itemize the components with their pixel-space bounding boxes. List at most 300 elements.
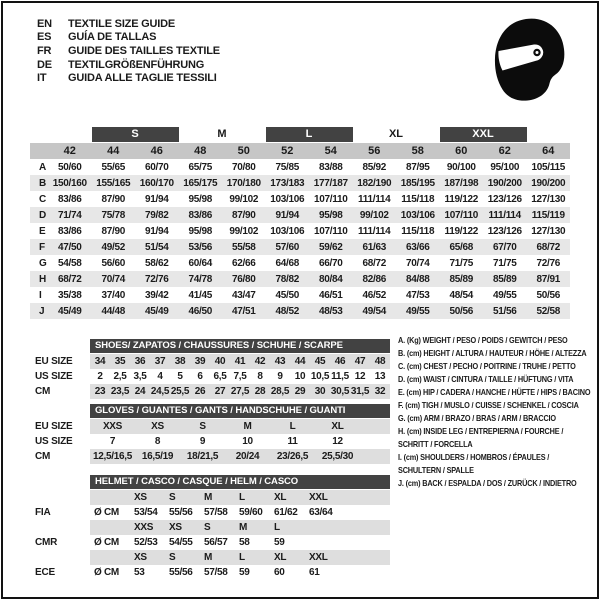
measurement-value: 59/62 bbox=[318, 241, 343, 253]
measurement-value: 46/50 bbox=[188, 305, 213, 317]
measurement-row-label: B bbox=[39, 177, 47, 189]
helmet-cell: 55/56 bbox=[169, 567, 193, 578]
measurement-value: 119/122 bbox=[444, 193, 478, 205]
shoes-cell: 6 bbox=[197, 371, 203, 382]
measurement-value: 49/54 bbox=[362, 305, 387, 317]
helmet-row-label: FIA bbox=[35, 507, 51, 518]
measurement-value: 79/82 bbox=[144, 209, 169, 221]
measurement-value: 45/50 bbox=[275, 289, 300, 301]
shoes-cell: 34 bbox=[94, 356, 106, 367]
measurement-value: 47/50 bbox=[57, 241, 82, 253]
helmet-cell: 59/60 bbox=[239, 507, 263, 518]
helmet-cell: 63/64 bbox=[309, 507, 333, 518]
measurement-value: 165/175 bbox=[183, 177, 218, 189]
measurement-value: 107/110 bbox=[444, 209, 478, 221]
measurement-legend bbox=[398, 334, 598, 490]
measurement-row-a bbox=[30, 159, 570, 175]
shoes-cell: 8 bbox=[257, 371, 263, 382]
measurement-value: 53/56 bbox=[188, 241, 213, 253]
numeric-size-row bbox=[30, 143, 570, 159]
helmet-cell: XS bbox=[134, 552, 147, 563]
measurement-value: 49/55 bbox=[405, 305, 430, 317]
measurement-value: 51/54 bbox=[144, 241, 169, 253]
measurement-value: 63/66 bbox=[405, 241, 430, 253]
size-group-s: S bbox=[92, 127, 179, 142]
gloves-cell: 12 bbox=[332, 436, 343, 447]
measurement-value: 47/51 bbox=[231, 305, 256, 317]
measurement-value: 68/72 bbox=[536, 241, 561, 253]
legend-item bbox=[398, 373, 598, 386]
measurement-value: 103/106 bbox=[270, 225, 305, 237]
shoes-cell: 2 bbox=[97, 371, 103, 382]
legend-line: F. (cm) TIGH / MUSLO / CUISSE / SCHENKEL / COSCIA bbox=[398, 400, 579, 410]
measurement-row-g bbox=[30, 255, 570, 271]
helmet-cell: 60 bbox=[274, 567, 285, 578]
shoes-cell: 11,5 bbox=[331, 371, 349, 382]
measurement-value: 90/100 bbox=[446, 161, 476, 173]
legend-item bbox=[398, 360, 598, 373]
helmet-row-label: ECE bbox=[35, 567, 55, 578]
measurement-row-d bbox=[30, 207, 570, 223]
measurement-value: 107/110 bbox=[314, 225, 348, 237]
measurement-value: 41/45 bbox=[188, 289, 213, 301]
gloves-cell: M bbox=[243, 421, 252, 432]
shoes-cell: 31,5 bbox=[350, 386, 370, 397]
measurement-value: 37/40 bbox=[101, 289, 126, 301]
measurement-value: 80/84 bbox=[318, 273, 343, 285]
measurement-value: 91/94 bbox=[275, 209, 300, 221]
gloves-cell: 8 bbox=[154, 436, 161, 447]
numeric-size: 58 bbox=[411, 145, 424, 157]
measurement-value: 83/86 bbox=[57, 193, 82, 205]
language-row bbox=[37, 31, 220, 45]
gloves-size-table bbox=[35, 404, 390, 464]
gloves-cell: 23/26,5 bbox=[276, 451, 309, 462]
shoes-cell: 41 bbox=[234, 356, 246, 367]
numeric-size: 46 bbox=[150, 145, 163, 157]
helmet-cell: 61/62 bbox=[274, 507, 298, 518]
numeric-size: 54 bbox=[324, 145, 337, 157]
measurement-value: 55/65 bbox=[101, 161, 126, 173]
legend-line: SCHRITT / FORCELLA bbox=[398, 439, 473, 449]
measurement-value: 60/70 bbox=[144, 161, 169, 173]
shoes-row bbox=[35, 369, 390, 384]
gloves-cell: 9 bbox=[199, 436, 206, 447]
helmet-row bbox=[35, 565, 390, 580]
measurement-row-i bbox=[30, 287, 570, 303]
gloves-cell: XS bbox=[151, 421, 164, 432]
shoes-cell: 36 bbox=[134, 356, 146, 367]
shoes-cell: 27 bbox=[214, 386, 226, 397]
measurement-value: 39/42 bbox=[144, 289, 169, 301]
measurement-value: 72/76 bbox=[144, 273, 169, 285]
language-code: ES bbox=[37, 31, 52, 44]
gloves-row bbox=[35, 449, 390, 464]
shoes-cell: 24,5 bbox=[150, 386, 170, 397]
measurement-value: 99/102 bbox=[229, 193, 259, 205]
measurement-value: 187/198 bbox=[444, 177, 479, 189]
shoes-cell: 45 bbox=[314, 356, 326, 367]
gloves-table-title: GLOVES / GUANTES / GANTS / HANDSCHUHE / GUANTI bbox=[90, 404, 390, 418]
measurement-value: 185/195 bbox=[400, 177, 435, 189]
measurement-value: 51/56 bbox=[492, 305, 517, 317]
measurement-value: 50/56 bbox=[536, 289, 561, 301]
helmet-cell: XL bbox=[274, 492, 287, 503]
language-row bbox=[37, 17, 220, 31]
helmet-row bbox=[90, 490, 390, 505]
shoes-cell: 44 bbox=[294, 356, 306, 367]
measurement-row-label: I bbox=[39, 289, 42, 301]
legend-item bbox=[398, 477, 598, 490]
language-list bbox=[37, 17, 220, 85]
measurement-value: 66/70 bbox=[318, 257, 343, 269]
helmet-cell: S bbox=[169, 492, 176, 503]
measurement-value: 105/115 bbox=[531, 161, 565, 173]
measurement-value: 61/63 bbox=[362, 241, 387, 253]
measurement-value: 91/94 bbox=[144, 225, 169, 237]
measurement-value: 70/74 bbox=[405, 257, 430, 269]
measurement-value: 78/82 bbox=[275, 273, 300, 285]
measurement-value: 87/90 bbox=[231, 209, 256, 221]
measurement-value: 177/187 bbox=[313, 177, 348, 189]
measurement-value: 71/74 bbox=[57, 209, 82, 221]
numeric-size: 60 bbox=[455, 145, 468, 157]
measurement-value: 49/55 bbox=[492, 289, 517, 301]
measurement-value: 45/49 bbox=[144, 305, 169, 317]
helmet-cell: XXL bbox=[309, 552, 328, 563]
numeric-size: 44 bbox=[107, 145, 120, 157]
measurement-value: 68/72 bbox=[57, 273, 82, 285]
size-group-xxl: XXL bbox=[440, 127, 527, 142]
measurement-value: 85/92 bbox=[362, 161, 387, 173]
language-guide-title: TEXTILE SIZE GUIDE bbox=[68, 17, 176, 30]
language-guide-title: TEXTILGRÖßENFÜHRUNG bbox=[68, 58, 205, 71]
legend-line: I. (cm) SHOULDERS / HOMBROS / ÉPAULES / bbox=[398, 452, 550, 462]
gloves-cell: 12,5/16,5 bbox=[92, 451, 132, 462]
helmet-row bbox=[90, 550, 390, 565]
legend-item bbox=[398, 399, 598, 412]
shoes-row-label: EU SIZE bbox=[35, 356, 73, 367]
measurement-value: 65/75 bbox=[188, 161, 213, 173]
measurement-row-label: C bbox=[39, 193, 47, 205]
measurement-value: 85/89 bbox=[492, 273, 517, 285]
legend-line: J. (cm) BACK / ESPALDA / DOS / ZURÜCK / INDIETRO bbox=[398, 478, 577, 488]
measurement-value: 123/126 bbox=[487, 193, 522, 205]
measurement-row-e bbox=[30, 223, 570, 239]
gloves-cell: XXS bbox=[102, 421, 123, 432]
shoes-cell: 32 bbox=[374, 386, 386, 397]
numeric-size: 62 bbox=[498, 145, 511, 157]
shoes-cell: 27,5 bbox=[230, 386, 250, 397]
gloves-cell: 7 bbox=[109, 436, 116, 447]
shoes-cell: 35 bbox=[114, 356, 126, 367]
helmet-cell: L bbox=[274, 522, 280, 533]
legend-line: SCHULTERN / SPALLE bbox=[398, 465, 474, 475]
measurement-value: 56/60 bbox=[101, 257, 126, 269]
helmet-cell: XS bbox=[134, 492, 147, 503]
measurement-value: 111/114 bbox=[358, 225, 391, 237]
measurement-value: 48/52 bbox=[275, 305, 300, 317]
measurement-value: 111/114 bbox=[488, 209, 521, 221]
helmet-row bbox=[90, 520, 390, 535]
legend-line: D. (cm) WAIST / CINTURA / TAILLE / HÜFTUNG / VITA bbox=[398, 374, 574, 384]
measurement-value: 115/119 bbox=[531, 209, 565, 221]
helmet-cell: 58 bbox=[239, 537, 250, 548]
language-guide-title: GUIDA ALLE TAGLIE TESSILI bbox=[68, 72, 217, 85]
helmet-cell: Ø CM bbox=[94, 537, 119, 548]
shoes-table-title: SHOES/ ZAPATOS / CHAUSSURES / SCHUHE / SCARPE bbox=[90, 339, 390, 353]
shoes-cell: 3,5 bbox=[133, 371, 147, 382]
legend-item bbox=[398, 451, 598, 477]
measurement-value: 50/56 bbox=[449, 305, 474, 317]
measurement-value: 87/95 bbox=[405, 161, 430, 173]
measurement-value: 115/118 bbox=[401, 193, 435, 205]
measurement-value: 57/60 bbox=[275, 241, 300, 253]
measurement-value: 52/58 bbox=[536, 305, 561, 317]
helmet-cell: Ø CM bbox=[94, 507, 119, 518]
size-group-xl: XL bbox=[388, 128, 404, 140]
measurement-value: 43/47 bbox=[231, 289, 256, 301]
gloves-row-label: US SIZE bbox=[35, 436, 73, 447]
measurement-row-b bbox=[30, 175, 570, 191]
measurement-value: 48/54 bbox=[449, 289, 474, 301]
helmet-row bbox=[35, 535, 390, 550]
gloves-cell: 11 bbox=[287, 436, 298, 447]
shoes-cell: 6,5 bbox=[213, 371, 227, 382]
shoes-cell: 23,5 bbox=[110, 386, 130, 397]
shoes-cell: 40 bbox=[214, 356, 226, 367]
gloves-cell: S bbox=[199, 421, 206, 432]
visor-pivot-outer bbox=[531, 46, 543, 58]
helmet-cell: M bbox=[204, 552, 213, 563]
numeric-size: 64 bbox=[542, 145, 555, 157]
helmet-cell: Ø CM bbox=[94, 567, 119, 578]
measurement-value: 103/106 bbox=[400, 209, 435, 221]
gloves-row bbox=[35, 419, 390, 434]
measurement-row-h bbox=[30, 271, 570, 287]
measurement-value: 83/88 bbox=[318, 161, 343, 173]
measurement-value: 68/72 bbox=[362, 257, 387, 269]
measurement-value: 83/86 bbox=[57, 225, 82, 237]
gloves-cell: 16,5/19 bbox=[141, 451, 174, 462]
shoes-cell: 43 bbox=[274, 356, 286, 367]
measurement-value: 95/98 bbox=[188, 193, 213, 205]
measurement-value: 127/130 bbox=[531, 225, 566, 237]
measurement-row-label: A bbox=[39, 161, 47, 173]
measurement-value: 85/89 bbox=[449, 273, 474, 285]
measurement-value: 44/48 bbox=[101, 305, 126, 317]
shoes-cell: 42 bbox=[254, 356, 266, 367]
measurement-value: 70/74 bbox=[101, 273, 126, 285]
measurement-value: 71/75 bbox=[449, 257, 474, 269]
measurement-value: 76/80 bbox=[231, 273, 256, 285]
shoes-cell: 30 bbox=[314, 386, 326, 397]
measurement-value: 83/86 bbox=[188, 209, 213, 221]
measurement-value: 95/98 bbox=[318, 209, 343, 221]
gloves-cell: XL bbox=[331, 421, 344, 432]
shoes-cell: 29 bbox=[294, 386, 306, 397]
measurement-value: 35/38 bbox=[57, 289, 82, 301]
legend-item bbox=[398, 334, 598, 347]
measurement-value: 45/49 bbox=[57, 305, 82, 317]
measurement-value: 60/64 bbox=[188, 257, 213, 269]
shoes-cell: 10 bbox=[294, 371, 306, 382]
measurement-value: 95/98 bbox=[188, 225, 213, 237]
legend-item bbox=[398, 425, 598, 451]
measurement-value: 87/90 bbox=[101, 225, 126, 237]
helmet-cell: XS bbox=[169, 522, 182, 533]
language-code: FR bbox=[37, 44, 52, 57]
gloves-row bbox=[35, 434, 390, 449]
legend-item bbox=[398, 412, 598, 425]
measurement-value: 72/76 bbox=[536, 257, 561, 269]
helmet-cell: 61 bbox=[309, 567, 320, 578]
language-code: DE bbox=[37, 58, 52, 71]
shoes-cell: 13 bbox=[374, 371, 386, 382]
numeric-size: 42 bbox=[63, 145, 76, 157]
size-group-row bbox=[30, 127, 570, 142]
shoes-cell: 38 bbox=[174, 356, 186, 367]
measurement-value: 82/86 bbox=[362, 273, 387, 285]
legend-line: G. (cm) ARM / BRAZO / BRAS / ARM / BRACCIO bbox=[398, 413, 556, 423]
helmet-cell: M bbox=[204, 492, 213, 503]
numeric-size: 56 bbox=[368, 145, 381, 157]
measurement-value: 170/180 bbox=[226, 177, 261, 189]
shoes-cell: 30,5 bbox=[330, 386, 350, 397]
helmet-cell: 53/54 bbox=[134, 507, 158, 518]
shoes-cell: 28 bbox=[254, 386, 266, 397]
shoes-cell: 5 bbox=[177, 371, 183, 382]
shoes-cell: 39 bbox=[194, 356, 206, 367]
legend-line: H. (cm) INSIDE LEG / ENTREPIERNA / FOURCHE / bbox=[398, 426, 564, 436]
measurement-value: 75/85 bbox=[275, 161, 300, 173]
numeric-size: 50 bbox=[237, 145, 250, 157]
measurement-value: 48/53 bbox=[318, 305, 343, 317]
language-guide-title: GUÍA DE TALLAS bbox=[68, 31, 157, 44]
gloves-cell: 10 bbox=[242, 436, 253, 447]
measurement-value: 71/75 bbox=[492, 257, 517, 269]
helmet-row bbox=[35, 505, 390, 520]
measurement-value: 115/118 bbox=[401, 225, 435, 237]
measurement-value: 67/70 bbox=[492, 241, 517, 253]
measurement-value: 50/60 bbox=[57, 161, 82, 173]
measurement-value: 58/62 bbox=[144, 257, 169, 269]
language-row bbox=[37, 58, 220, 72]
gloves-cell: 20/24 bbox=[235, 451, 260, 462]
measurement-value: 55/58 bbox=[231, 241, 256, 253]
measurement-value: 99/102 bbox=[229, 225, 259, 237]
measurement-value: 160/170 bbox=[139, 177, 174, 189]
measurement-value: 47/53 bbox=[405, 289, 430, 301]
size-group-l: L bbox=[266, 127, 353, 142]
measurement-value: 62/66 bbox=[231, 257, 256, 269]
measurement-value: 182/190 bbox=[357, 177, 392, 189]
measurement-value: 107/110 bbox=[314, 193, 348, 205]
language-code: EN bbox=[37, 17, 52, 30]
language-row bbox=[37, 71, 220, 85]
measurement-value: 70/80 bbox=[231, 161, 256, 173]
measurement-row-label: J bbox=[39, 305, 45, 317]
legend-line: A. (Kg) WEIGHT / PESO / POIDS / GEWITCH / PESO bbox=[398, 335, 568, 345]
helmet-cell: L bbox=[239, 552, 245, 563]
helmet-cell: 54/55 bbox=[169, 537, 193, 548]
legend-line: B. (cm) HEIGHT / ALTURA / HAUTEUR / HÖHE / ALTEZZA bbox=[398, 348, 587, 358]
measurement-row-c bbox=[30, 191, 570, 207]
helmet-cell: XL bbox=[274, 552, 287, 563]
helmet-cell: XXL bbox=[309, 492, 328, 503]
measurement-value: 155/165 bbox=[96, 177, 131, 189]
gloves-cell: 18/21,5 bbox=[186, 451, 219, 462]
measurement-row-label: D bbox=[39, 209, 47, 221]
helmet-cell: 53 bbox=[134, 567, 145, 578]
shoes-cell: 9 bbox=[277, 371, 283, 382]
textile-size-table bbox=[30, 127, 570, 319]
helmet-cell: 55/56 bbox=[169, 507, 193, 518]
shoes-cell: 23 bbox=[94, 386, 106, 397]
measurement-row-label: E bbox=[39, 225, 46, 237]
measurement-value: 150/160 bbox=[52, 177, 87, 189]
measurement-value: 123/126 bbox=[487, 225, 522, 237]
gloves-cell: L bbox=[289, 421, 296, 432]
language-row bbox=[37, 44, 220, 58]
helmet-cell: S bbox=[169, 552, 176, 563]
measurement-row-label: H bbox=[39, 273, 47, 285]
measurement-value: 99/102 bbox=[359, 209, 389, 221]
shoes-cell: 10,5 bbox=[310, 371, 330, 382]
shoes-cell: 24 bbox=[134, 386, 146, 397]
numeric-size: 52 bbox=[281, 145, 294, 157]
helmet-cell: XXS bbox=[134, 522, 154, 533]
helmet-table-title: HELMET / CASCO / CASQUE / HELM / CASCO bbox=[90, 475, 390, 489]
legend-item bbox=[398, 386, 598, 399]
language-guide-title: GUIDE DES TAILLES TEXTILE bbox=[68, 44, 220, 57]
measurement-value: 54/58 bbox=[57, 257, 82, 269]
measurement-value: 87/90 bbox=[101, 193, 126, 205]
measurement-value: 91/94 bbox=[144, 193, 169, 205]
measurement-value: 49/52 bbox=[101, 241, 126, 253]
size-group-m: M bbox=[217, 128, 227, 140]
helmet-cell: 59 bbox=[239, 567, 250, 578]
measurement-row-j bbox=[30, 303, 570, 319]
measurement-row-label: F bbox=[39, 241, 46, 253]
measurement-value: 111/114 bbox=[358, 193, 391, 205]
measurement-value: 46/52 bbox=[362, 289, 387, 301]
shoes-cell: 47 bbox=[354, 356, 366, 367]
shoes-cell: 7,5 bbox=[233, 371, 247, 382]
legend-line: E. (cm) HIP / CADERA / HANCHE / HÜFTE / HIPS / BACINO bbox=[398, 387, 591, 397]
measurement-value: 84/88 bbox=[405, 273, 430, 285]
helmet-cell: 57/58 bbox=[204, 507, 228, 518]
shoes-cell: 26 bbox=[194, 386, 206, 397]
measurement-value: 173/183 bbox=[270, 177, 305, 189]
measurement-value: 46/51 bbox=[318, 289, 343, 301]
shoes-cell: 12 bbox=[354, 371, 366, 382]
legend-line: C. (cm) CHEST / PECHO / POITRINE / TRUHE / PETTO bbox=[398, 361, 576, 371]
shoes-row-label: US SIZE bbox=[35, 371, 73, 382]
measurement-value: 87/91 bbox=[536, 273, 561, 285]
measurement-value: 127/130 bbox=[531, 193, 566, 205]
measurement-row-label: G bbox=[39, 257, 47, 269]
shoes-cell: 25,5 bbox=[170, 386, 190, 397]
measurement-value: 190/200 bbox=[487, 177, 522, 189]
language-code: IT bbox=[37, 72, 47, 85]
shoes-row bbox=[35, 354, 390, 369]
measurement-value: 95/100 bbox=[490, 161, 520, 173]
helmet-icon bbox=[489, 15, 569, 105]
gloves-row-label: EU SIZE bbox=[35, 421, 73, 432]
measurement-value: 74/78 bbox=[188, 273, 213, 285]
measurement-value: 190/200 bbox=[531, 177, 566, 189]
